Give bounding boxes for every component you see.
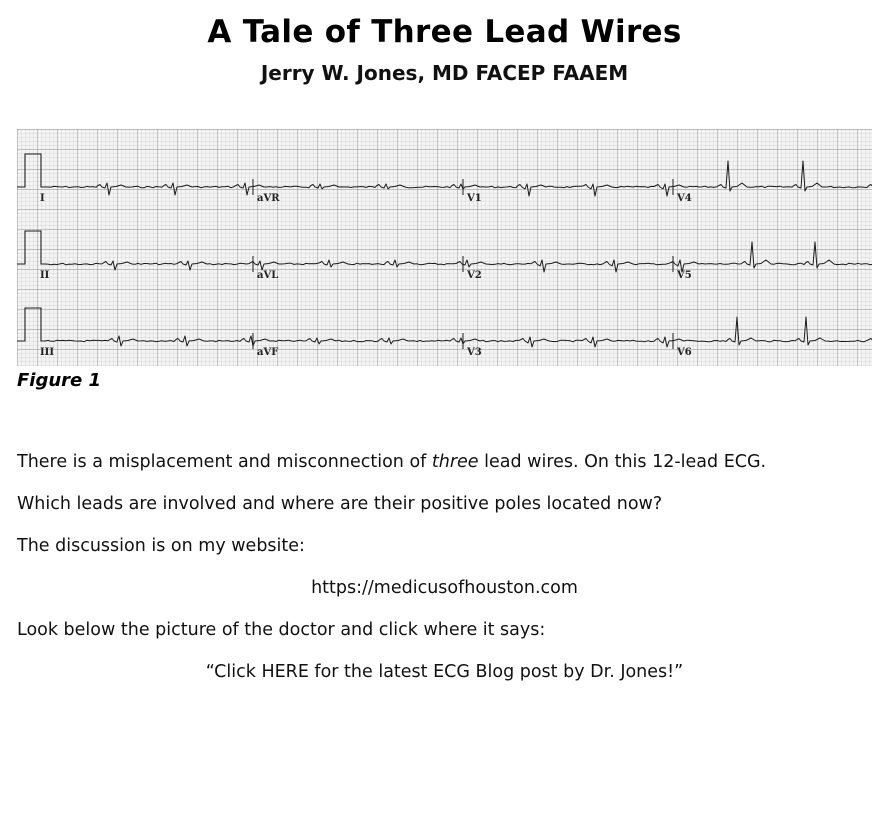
paragraph-question: Which leads are involved and where are their positive poles located now? <box>17 494 663 514</box>
paragraph-text: lead wires. On this 12-lead ECG. <box>478 452 767 472</box>
lead-label: V4 <box>677 193 692 204</box>
lead-label: III <box>40 347 55 358</box>
paragraph-instruction: Look below the picture of the doctor and click where it says: <box>17 620 546 640</box>
ecg-grid <box>17 129 872 366</box>
lead-label: II <box>40 270 50 281</box>
lead-label: V3 <box>467 347 482 358</box>
blog-post-quote: “Click HERE for the latest ECG Blog post by Dr. Jones!” <box>205 662 684 682</box>
lead-label: aVL <box>257 270 279 281</box>
lead-label: V5 <box>677 270 692 281</box>
lead-label: V2 <box>467 270 482 281</box>
paragraph-discussion: The discussion is on my website: <box>17 536 305 556</box>
document-title: A Tale of Three Lead Wires <box>207 14 682 50</box>
lead-label: aVR <box>257 193 280 204</box>
ecg-tracing <box>17 129 872 366</box>
lead-label: I <box>40 193 45 204</box>
lead-label: aVF <box>257 347 279 358</box>
website-link[interactable]: https://medicusofhouston.com <box>311 578 578 598</box>
paragraph-text: There is a misplacement and misconnection of <box>17 452 432 472</box>
emphasis-three: three <box>431 452 479 472</box>
figure-caption: Figure 1 <box>17 370 102 391</box>
ecg-figure <box>17 129 872 366</box>
paragraph-misplacement <box>17 452 766 472</box>
lead-label: V6 <box>677 347 692 358</box>
lead-label: V1 <box>467 193 482 204</box>
author-line: Jerry W. Jones, MD FACEP FAAEM <box>260 61 629 85</box>
